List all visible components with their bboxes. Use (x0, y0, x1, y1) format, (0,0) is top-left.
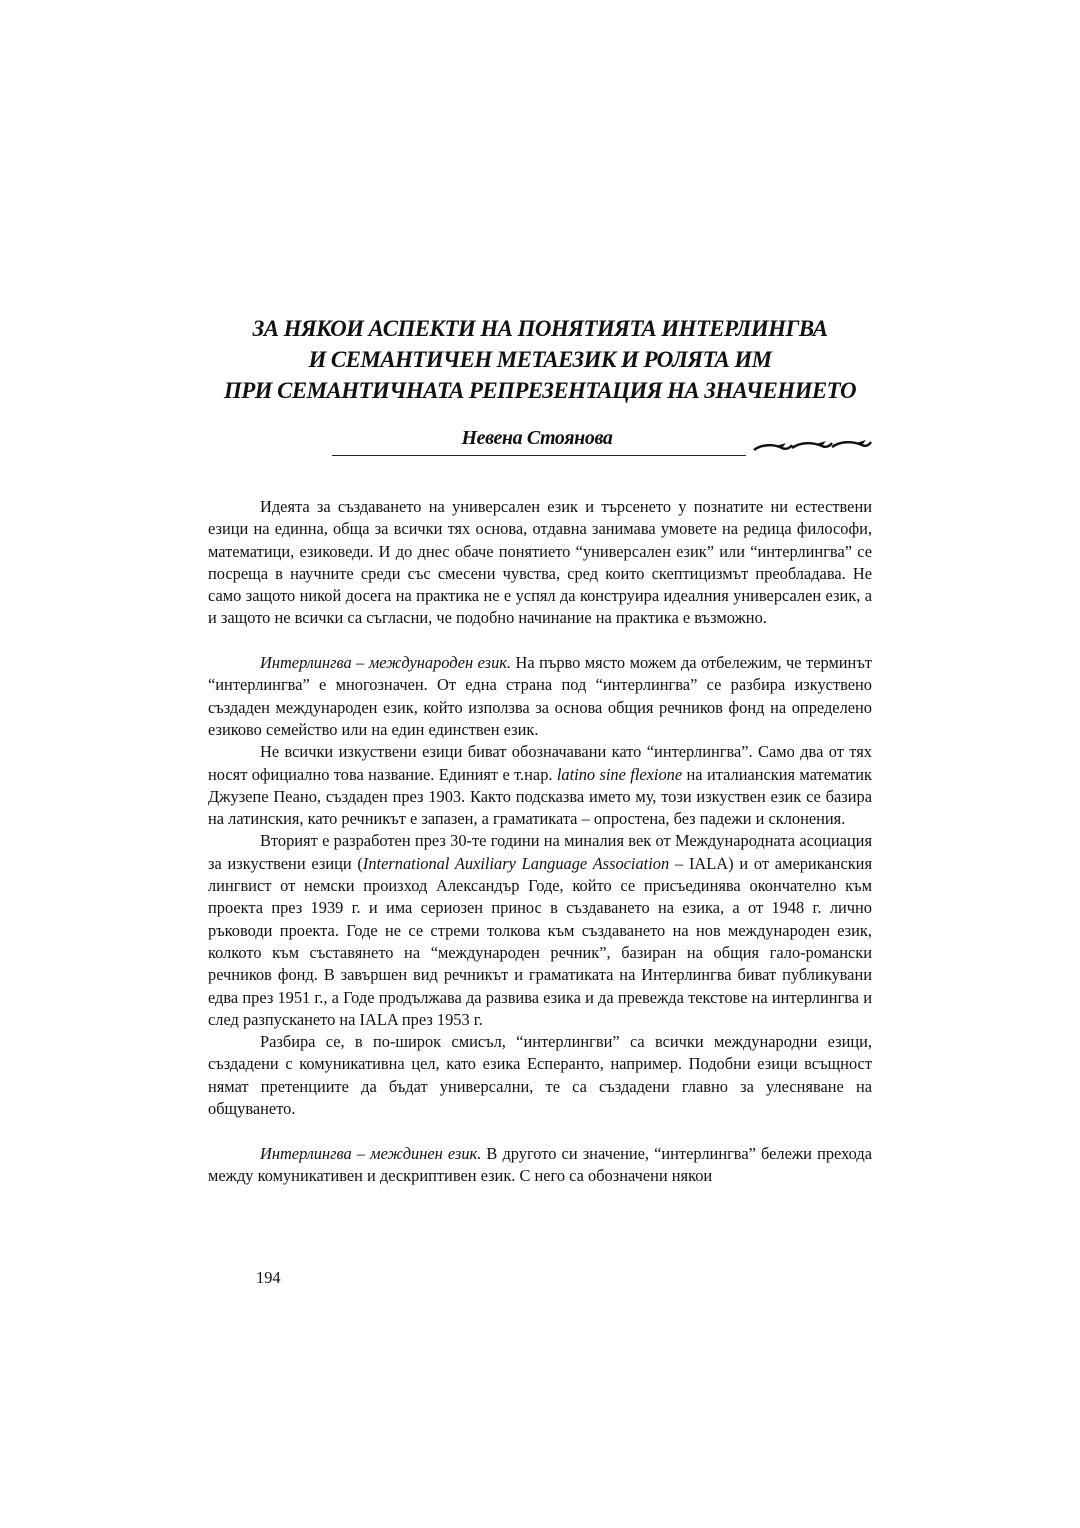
title-line-2: И СЕМАНТИЧЕН МЕТАЕЗИК И РОЛЯТА ИМ (308, 347, 772, 372)
author-name: Невена Стоянова (461, 427, 613, 449)
italic-term: International Auxiliary Language Association (362, 853, 670, 873)
paragraph-section-intermediate (208, 1143, 872, 1188)
paragraph-intro (208, 496, 872, 630)
title-line-3: ПРИ СЕМАНТИЧНАТА РЕПРЕЗЕНТАЦИЯ НА ЗНАЧЕНИЕТО (223, 378, 857, 403)
author-block (332, 424, 872, 460)
paragraph-text: на италианския математик Джузепе Пеано, създаден през 1903. Както подсказва името му, този изкуствен език се базира на латинския, като речникът е запазен, а граматиката – опростена, без падежи и склонения. (208, 764, 872, 829)
article-body (208, 496, 872, 1187)
author-underline (332, 455, 746, 456)
paragraph-text: – IALA) и от американския лингвист от немски произход Александър Годе, който се присъединява окончателно към проекта през 1939 г. и има сериозен принос в създаването на езика, а от 1948 г. лично ръководи проекта. Годе не се стреми толкова към създаването на нов международен език, колкото към съставянето на “международен речник”, базиран на общия гало-романски речников фонд. В завършен вид речникът и граматиката на Интерлингва биват публикувани едва през 1951 г., а Годе продължава да развива езика и да превежда текстове на интерлингва и след разпускането на IALA през 1953 г. (208, 853, 872, 1029)
paragraph-text: Вторият е разработен през 30-те години на миналия век от Международната асоциация за изкуствени езици ( (208, 831, 872, 873)
section-heading: Интерлингва – междинен език. (260, 1143, 482, 1163)
page-number: 194 (256, 1268, 281, 1287)
paragraph-section-international (208, 652, 872, 741)
paragraph-text: Не всички изкуствени езици биват обозначавани като “интерлингва”. Само два от тях носят официално това название. Единият е т.нар. (208, 742, 872, 784)
paragraph-text: Разбира се, в по-широк смисъл, “интерлингви” са всички международни езици, създадени с комуникативна цел, като езика Есперанто, например. Подобни езици всъщност нямат претенциите да бъдат универсални, те са създадени главно за улесняване на общуването. (208, 1032, 872, 1119)
title-line-1: ЗА НЯКОИ АСПЕКТИ НА ПОНЯТИЯТА ИНТЕРЛИНГВА (252, 316, 828, 341)
paragraph-text: Идеята за създаването на универсален език и търсенето у познатите ни естествени езици на единна, обща за всички тях основа, отдавна занимава умовете на редица философи, математици, езиковеди. И до днес обаче понятието “универсален език” или “интерлингва” се посреща в научните среди със смесени чувства, сред които скептицизмът преобладава. Не само защото никой досега на практика не е успял да конструира идеалния универсален език, а и защото не всички са съгласни, че подобно начинание на практика е възможно. (208, 497, 872, 628)
section-heading: Интерлингва – международен език. (260, 653, 512, 673)
ornament-flourish-icon (752, 434, 872, 458)
italic-term: latino sine flexione (556, 764, 683, 784)
paragraph-iala (208, 830, 872, 1031)
paragraph-text: На първо място можем да отбележим, че терминът “интерлингва” е многозначен. От една страна под “интерлингва” се разбира изкуствено създаден международен език, който използва за основа общия речников фонд на определено езиково семейство или на един единствен език. (208, 653, 872, 739)
paragraph-text: В другото си значение, “интерлингва” бележи прехода между комуникативен и дескриптивен език. С него са обозначени някои (208, 1143, 873, 1185)
paragraph-latino-sine-flexione (208, 741, 872, 830)
paragraph-broad-sense (208, 1031, 872, 1120)
article-title (200, 313, 880, 406)
